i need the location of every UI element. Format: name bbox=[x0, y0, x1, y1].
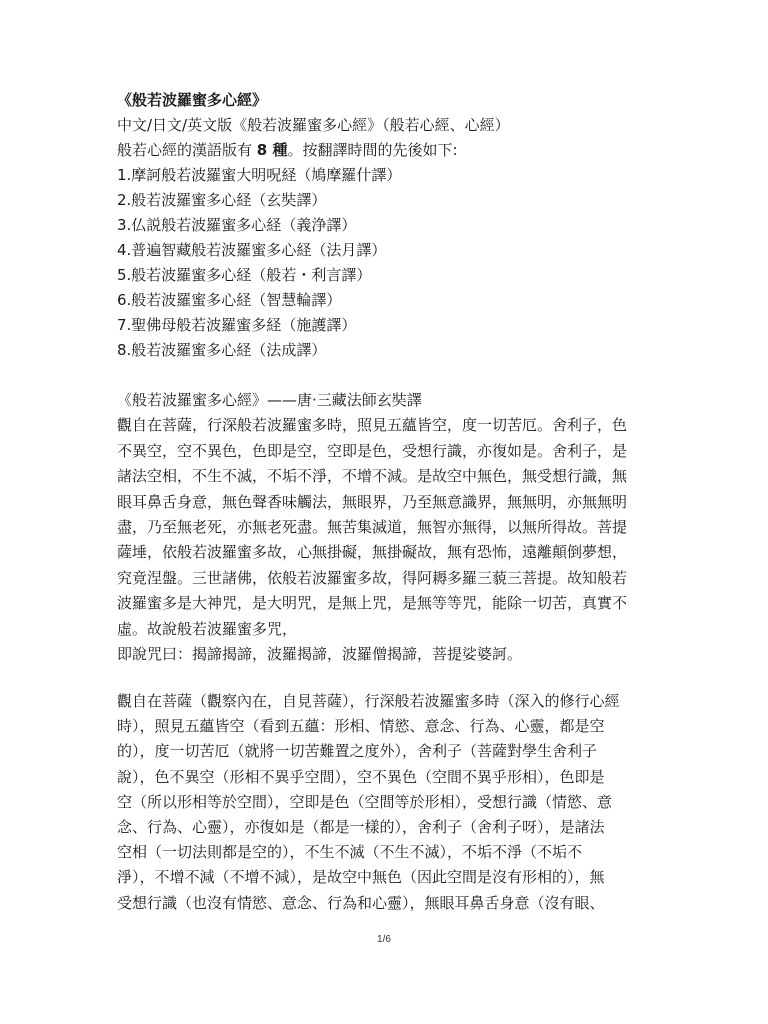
version-item: 4.普遍智藏般若波羅蜜多心経（法月譯） bbox=[117, 241, 387, 259]
commentary-line: 說），色不異空（形相不異乎空間），空不異色（空間不異乎形相），色即是 bbox=[117, 767, 605, 786]
intro-text-before: 般若心經的漢語版有 bbox=[117, 141, 257, 159]
sutra-line: 眼耳鼻舌身意，無色聲香味觸法，無眼界，乃至無意識界，無無明，亦無無明 bbox=[117, 492, 628, 511]
version-item: 6.般若波羅蜜多心経（智慧輪譯） bbox=[117, 291, 342, 309]
mantra-line: 即說咒曰：揭諦揭諦，波羅揭諦，波羅僧揭諦，菩提娑婆訶。 bbox=[117, 644, 523, 663]
sutra-line: 觀自在菩薩，行深般若波羅蜜多時，照見五蘊皆空，度一切苦厄。舍利子，色 bbox=[117, 416, 628, 435]
commentary-line: 的），度一切苦厄（就將一切苦難置之度外），舍利子（菩薩對學生舍利子 bbox=[117, 742, 598, 761]
intro-section bbox=[117, 88, 717, 363]
sutra-line: 虛。故說般若波羅蜜多咒， bbox=[117, 619, 298, 638]
commentary-line: 念、行為、心靈），亦復如是（都是一樣的），舍利子（舍利子呀），是諸法 bbox=[117, 817, 605, 836]
intro-line bbox=[117, 138, 717, 163]
commentary-line: 時），照見五蘊皆空（看到五蘊：形相、情慾、意念、行為、心靈，都是空 bbox=[117, 717, 605, 736]
commentary-line: 空相（一切法則都是空的），不生不滅（不生不滅），不垢不淨（不垢不 bbox=[117, 843, 583, 862]
version-item: 1.摩訶般若波羅蜜大明呪経（鳩摩羅什譯） bbox=[117, 166, 402, 184]
sutra-line: 波羅蜜多是大神咒，是大明咒，是無上咒，是無等等咒，能除一切苦，真實不 bbox=[117, 594, 628, 613]
page-number: 1/6 bbox=[377, 934, 391, 945]
commentary-line: 觀自在菩薩（觀察內在，自見菩薩），行深般若波羅蜜多時（深入的修行心經 bbox=[117, 692, 620, 710]
version-item: 5.般若波羅蜜多心経（般若・利言譯） bbox=[117, 266, 372, 284]
version-item: 8.般若波羅蜜多心経（法成譯） bbox=[117, 341, 327, 359]
version-item: 2.般若波羅蜜多心経（玄奘譯） bbox=[117, 191, 327, 209]
document-subtitle: 中文/日文/英文版《般若波羅蜜多心經》（般若心經、心經） bbox=[117, 116, 510, 134]
version-item: 7.聖佛母般若波羅蜜多経（施護譯） bbox=[117, 316, 357, 334]
sutra-line: 諸法空相，不生不滅，不垢不淨，不增不減。是故空中無色，無受想行識，無 bbox=[117, 467, 628, 486]
sutra-section bbox=[117, 388, 717, 667]
document-title: 《般若波羅蜜多心經》 bbox=[117, 91, 268, 109]
sutra-line: 不異空，空不異色，色即是空，空即是色，受想行識，亦復如是。舍利子，是 bbox=[117, 441, 628, 460]
sutra-heading: 《般若波羅蜜多心經》——唐·三藏法師玄奘譯 bbox=[117, 391, 422, 409]
commentary-line: 受想行識（也沒有情慾、意念、行為和心靈），無眼耳鼻舌身意（沒有眼、 bbox=[117, 893, 605, 912]
commentary-section bbox=[117, 689, 717, 916]
intro-text-after: 。按翻譯時間的先後如下: bbox=[287, 141, 458, 159]
sutra-line: 盡，乃至無老死，亦無老死盡。無苦集滅道，無智亦無得，以無所得故。菩提 bbox=[117, 517, 628, 536]
version-item: 3.仏説般若波羅蜜多心経（義浄譯） bbox=[117, 216, 357, 234]
commentary-line: 淨），不增不減（不增不減），是故空中無色（因此空間是沒有形相的），無 bbox=[117, 868, 605, 887]
commentary-line: 空（所以形相等於空間），空即是色（空間等於形相），受想行識（情慾、意 bbox=[117, 792, 613, 811]
sutra-line: 薩埵，依般若波羅蜜多故，心無掛礙，無掛礙故，無有恐怖，遠離顛倒夢想， bbox=[117, 543, 628, 562]
intro-count: 8 種 bbox=[256, 141, 288, 159]
sutra-line: 究竟涅盤。三世諸佛，依般若波羅蜜多故，得阿耨多羅三藐三菩提。故知般若 bbox=[117, 568, 628, 587]
